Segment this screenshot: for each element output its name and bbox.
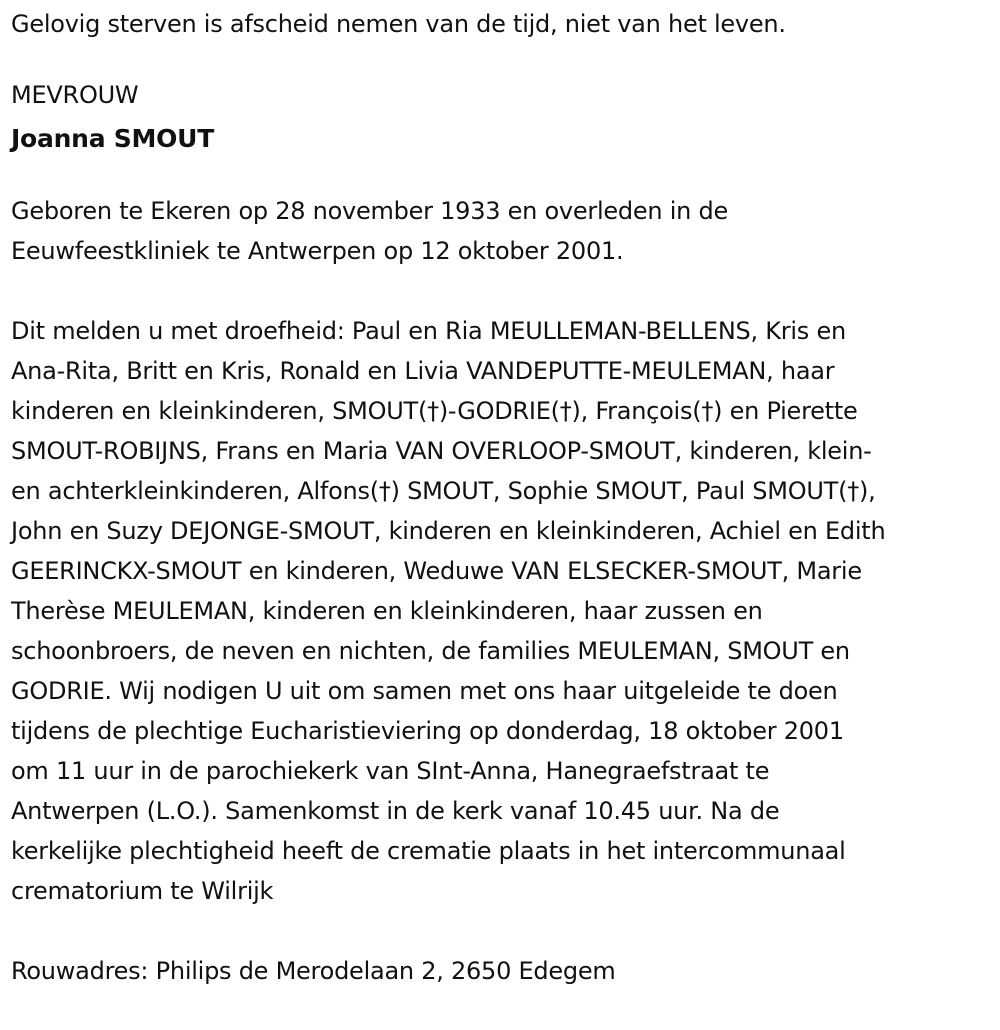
paragraph-line: Antwerpen (L.O.). Samenkomst in de kerk vanaf 10.45 uur. Na de: [11, 797, 780, 825]
paragraph-line: SMOUT-ROBIJNS, Frans en Maria VAN OVERLOOP-SMOUT, kinderen, klein-: [11, 437, 872, 465]
paragraph-line: Dit melden u met droefheid: Paul en Ria MEULLEMAN-BELLENS, Kris en: [11, 317, 846, 345]
spacer: [11, 44, 991, 75]
salutation: MEVROUW: [11, 81, 139, 109]
paragraph-line: schoonbroers, de neven en nichten, de families MEULEMAN, SMOUT en: [11, 637, 850, 665]
obituary-document: [11, 4, 991, 991]
paragraph-line: GODRIE. Wij nodigen U uit om samen met ons haar uitgeleide te doen: [11, 677, 838, 705]
paragraph-line: en achterkleinkinderen, Alfons(†) SMOUT, Sophie SMOUT, Paul SMOUT(†),: [11, 477, 876, 505]
announcement-paragraph: [11, 311, 991, 911]
paragraph-line: Ana-Rita, Britt en Kris, Ronald en Livia VANDEPUTTE-MEULEMAN, haar: [11, 357, 835, 385]
paragraph-line: kerkelijke plechtigheid heeft de crematie plaats in het intercommunaal: [11, 837, 846, 865]
spacer: [11, 271, 991, 311]
paragraph-line: tijdens de plechtige Eucharistieviering op donderdag, 18 oktober 2001: [11, 717, 844, 745]
mourning-address: Rouwadres: Philips de Merodelaan 2, 2650 Edegem: [11, 957, 616, 985]
paragraph-line: om 11 uur in de parochiekerk van SInt-Anna, Hanegraefstraat te: [11, 757, 770, 785]
paragraph-line: Eeuwfeestkliniek te Antwerpen op 12 oktober 2001.: [11, 237, 624, 265]
deceased-name: Joanna SMOUT: [11, 124, 215, 153]
paragraph-line: GEERINCKX-SMOUT en kinderen, Weduwe VAN ELSECKER-SMOUT, Marie: [11, 557, 862, 585]
birth-death-paragraph: [11, 191, 991, 271]
spacer: [11, 163, 991, 191]
paragraph-line: John en Suzy DEJONGE-SMOUT, kinderen en kleinkinderen, Achiel en Edith: [11, 517, 886, 545]
opening-quote: Gelovig sterven is afscheid nemen van de tijd, niet van het leven.: [11, 10, 786, 38]
paragraph-line: kinderen en kleinkinderen, SMOUT(†)-GODRIE(†), François(†) en Pierette: [11, 397, 858, 425]
paragraph-line: Geboren te Ekeren op 28 november 1933 en overleden in de: [11, 197, 729, 225]
spacer: [11, 911, 991, 951]
paragraph-line: Therèse MEULEMAN, kinderen en kleinkinderen, haar zussen en: [11, 597, 763, 625]
paragraph-line: crematorium te Wilrijk: [11, 877, 274, 905]
